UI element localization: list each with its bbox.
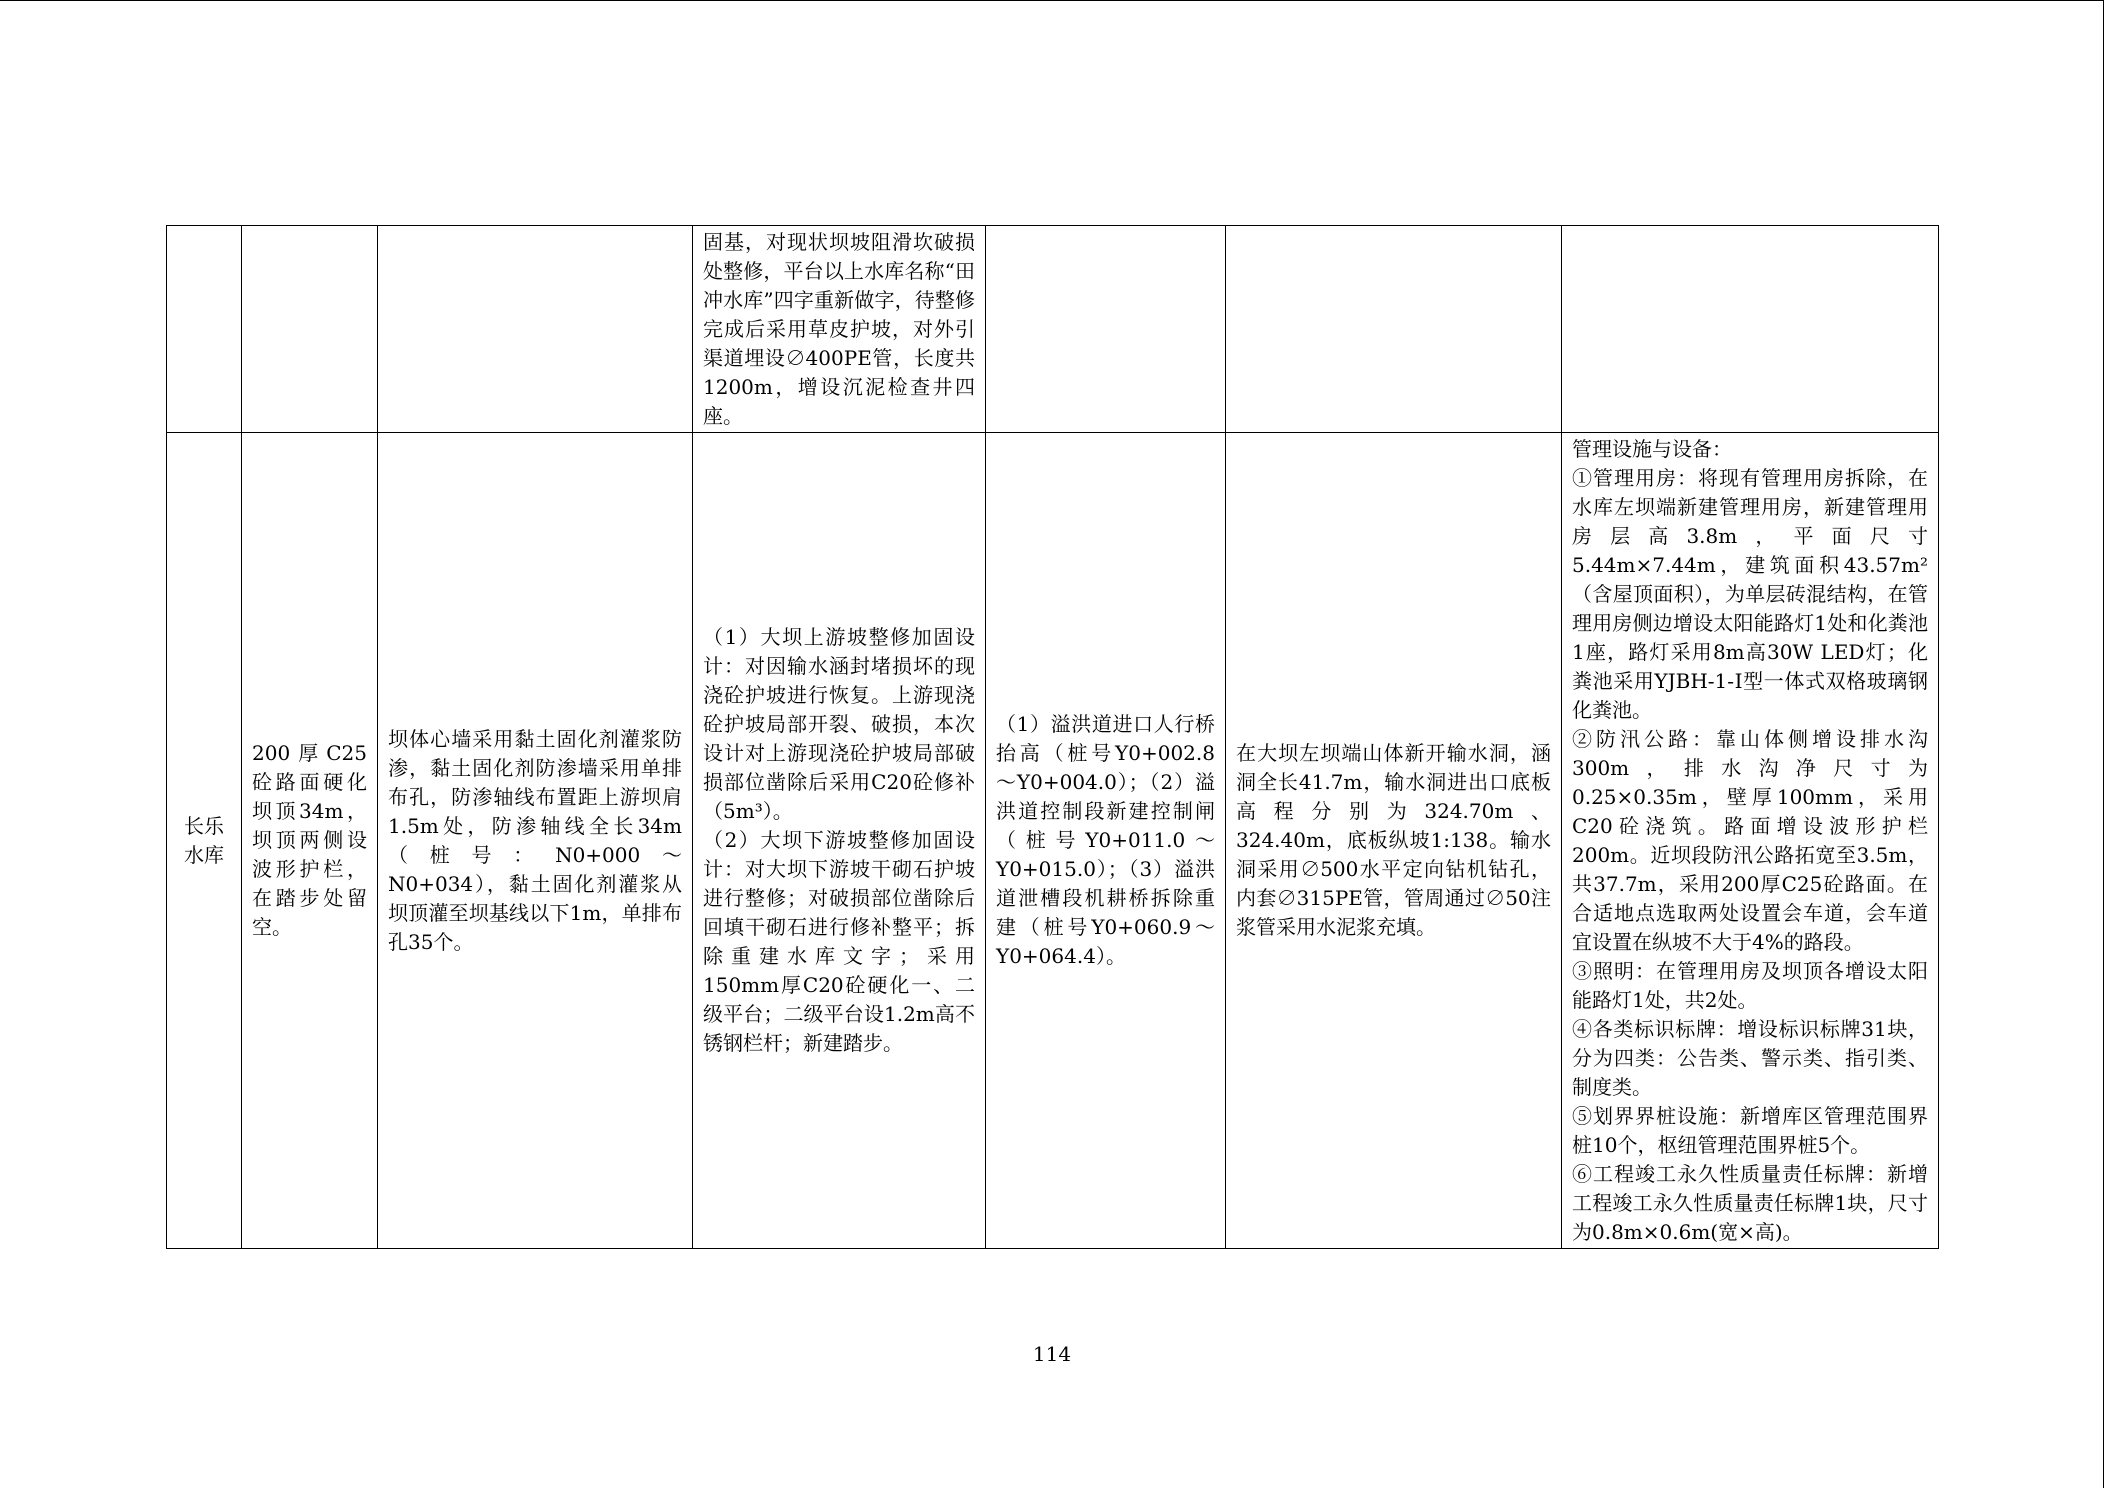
seepage-cell	[378, 226, 693, 433]
dam-crest-text: 200厚C25砼路面硬化坝顶34m，坝顶两侧设波形护栏，在踏步处留空。	[252, 741, 367, 939]
management-facilities-cell	[1562, 226, 1939, 433]
reservoir-name-cell	[167, 433, 242, 1249]
page-top-border	[0, 0, 2104, 1]
reservoir-name-cell	[167, 226, 242, 433]
seepage-cell	[378, 433, 693, 1249]
dam-crest-cell	[242, 433, 378, 1249]
outlet-tunnel-text: 在大坝左坝端山体新开输水洞，涵洞全长41.7m，输水洞进出口底板高程分别为324.70m、324.40m，底板纵坡1:138。输水洞采用∅500水平定向钻机钻孔，内套∅315PE管，管周通过∅50注浆管采用水泥浆充填。	[1236, 741, 1551, 939]
management-facilities-text: 管理设施与设备： ①管理用房：将现有管理用房拆除，在水库左坝端新建管理用房，新建管理用房层高3.8m，平面尺寸5.44m×7.44m，建筑面积43.57m²（含屋顶面积），为单层砖混结构，在管理用房侧边增设太阳能路灯1处和化粪池1座，路灯采用8m高30W LED灯；化粪池采用YJBH-1-Ⅰ型一体式双格玻璃钢化粪池。 ②防汛公路：靠山体侧增设排水沟300m，排水沟净尺寸为0.25×0.35m，壁厚100mm，采用C20砼浇筑。路面增设波形护栏200m。近坝段防汛公路拓宽至3.5m，共37.7m，采用200厚C25砼路面。在合适地点选取两处设置会车道，会车道宜设置在纵坡不大于4%的路段。 ③照明：在管理用房及坝顶各增设太阳能路灯1处，共2处。 ④各类标识标牌：增设标识标牌31块，分为四类：公告类、警示类、指引类、制度类。 ⑤划界界桩设施：新增库区管理范围界桩10个，枢纽管理范围界桩5个。 ⑥工程竣工永久性质量责任标牌：新增工程竣工永久性质量责任标牌1块，尺寸为0.8m×0.6m(宽×高)。	[1572, 436, 1928, 1244]
outlet-tunnel-cell	[1226, 433, 1562, 1249]
slope-repair-cell	[693, 433, 986, 1249]
management-facilities-cell	[1562, 433, 1939, 1249]
outlet-tunnel-cell	[1226, 226, 1562, 433]
spillway-cell	[986, 433, 1226, 1249]
spillway-text: （1）溢洪道进口人行桥抬高（桩号Y0+002.8～Y0+004.0）；（2）溢洪道控制段新建控制闸（桩号Y0+011.0～Y0+015.0）；（3）溢洪道泄槽段机耕桥拆除重建（桩号Y0+060.9～Y0+064.4）。	[996, 712, 1215, 968]
table-row	[167, 433, 1939, 1249]
page-number: 114	[1032, 1342, 1072, 1366]
slope-repair-text: 固基，对现状坝坡阻滑坎破损处整修，平台以上水库名称“田冲水库”四字重新做字，待整修完成后采用草皮护坡，对外引渠道埋设∅400PE管，长度共1200m，增设沉泥检查井四座。	[703, 229, 975, 428]
dam-crest-cell	[242, 226, 378, 433]
slope-repair-cell	[693, 226, 986, 433]
reservoir-name: 长乐水库	[184, 813, 224, 867]
table-row	[167, 226, 1939, 433]
spillway-cell	[986, 226, 1226, 433]
project-table	[166, 225, 1939, 1249]
seepage-text: 坝体心墙采用黏土固化剂灌浆防渗，黏土固化剂防渗墙采用单排布孔，防渗轴线布置距上游坝肩1.5m处，防渗轴线全长34m（桩号：N0+000～N0+034），黏土固化剂灌浆从坝顶灌至坝基线以下1m，单排布孔35个。	[388, 726, 682, 954]
slope-repair-text: （1）大坝上游坡整修加固设计：对因输水涵封堵损坏的现浇砼护坡进行恢复。上游现浇砼护坡局部开裂、破损，本次设计对上游现浇砼护坡局部破损部位凿除后采用C20砼修补（5m³）。 （2）大坝下游坡整修加固设计：对大坝下游坡干砌石护坡进行整修；对破损部位凿除后回填干砌石进行修补整平；拆除重建水库文字；采用150mm厚C20砼硬化一、二级平台；二级平台设1.2m高不锈钢栏杆；新建踏步。	[703, 625, 975, 1055]
